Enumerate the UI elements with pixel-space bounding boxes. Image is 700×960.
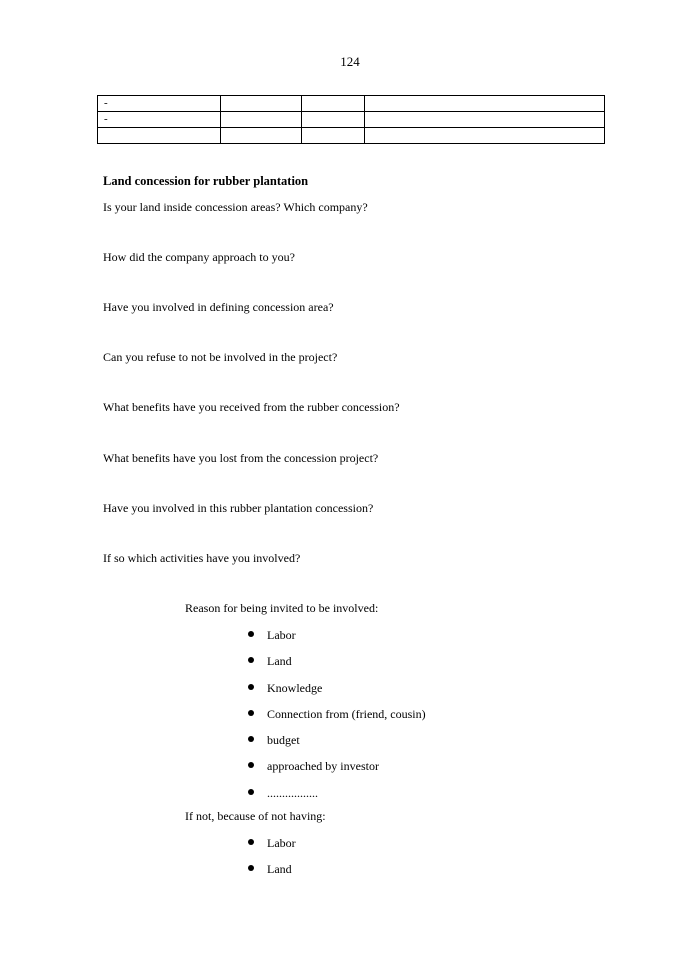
list-item [247, 758, 426, 784]
question-activities: If so which activities have you involved? [103, 551, 301, 565]
bullet-icon [248, 657, 254, 663]
list-item-label: budget [267, 733, 300, 748]
question-benefits-lost: What benefits have you lost from the concession project? [103, 451, 379, 465]
bullet-icon [248, 710, 254, 716]
bullet-icon [248, 865, 254, 871]
table-cell [365, 96, 605, 112]
question-benefits-received: What benefits have you received from the rubber concession? [103, 400, 400, 414]
table-cell [302, 96, 365, 112]
if-not-list [247, 835, 296, 888]
table-cell [365, 128, 605, 144]
list-item-label: Connection from (friend, cousin) [267, 706, 426, 721]
table-row [98, 128, 605, 144]
list-item-label: approached by investor [267, 759, 379, 774]
list-item-label: Labor [267, 628, 296, 642]
question-concession-area: Is your land inside concession areas? Which company? [103, 200, 368, 214]
table-row [98, 96, 605, 112]
bullet-icon [248, 684, 254, 690]
list-item-label: Knowledge [267, 680, 323, 695]
bullet-icon [248, 839, 254, 845]
if-not-label: If not, because of not having: [185, 809, 326, 823]
list-item [247, 627, 426, 653]
list-item [247, 680, 426, 706]
section-heading: Land concession for rubber plantation [103, 174, 309, 188]
table-cell: - [98, 96, 221, 112]
table-cell [365, 112, 605, 128]
list-item-label: Land [267, 654, 292, 669]
question-involved: Have you involved in this rubber plantation concession? [103, 501, 374, 515]
data-table [97, 95, 605, 144]
bullet-icon [248, 762, 254, 768]
list-item [247, 835, 296, 861]
list-item-label: Labor [267, 836, 296, 850]
question-company-approach: How did the company approach to you? [103, 250, 295, 264]
list-item [247, 785, 426, 811]
reason-invited-label: Reason for being invited to be involved: [185, 601, 379, 615]
question-defining-area: Have you involved in defining concession area? [103, 300, 334, 314]
table-cell [302, 112, 365, 128]
table-cell [302, 128, 365, 144]
list-item [247, 732, 426, 758]
table-cell [221, 96, 302, 112]
table-row [98, 112, 605, 128]
table-cell: - [98, 112, 221, 128]
bullet-icon [248, 736, 254, 742]
question-refuse: Can you refuse to not be involved in the project? [103, 350, 338, 364]
page-number: 124 [340, 54, 360, 69]
list-item [247, 653, 426, 679]
table-cell [98, 128, 221, 144]
list-item-label: Land [267, 862, 292, 877]
list-item-label: ................. [267, 785, 318, 800]
list-item [247, 706, 426, 732]
list-item [247, 861, 296, 887]
reason-invited-list [247, 627, 426, 811]
bullet-icon [248, 789, 254, 795]
bullet-icon [248, 631, 254, 637]
table-cell [221, 112, 302, 128]
table-cell [221, 128, 302, 144]
